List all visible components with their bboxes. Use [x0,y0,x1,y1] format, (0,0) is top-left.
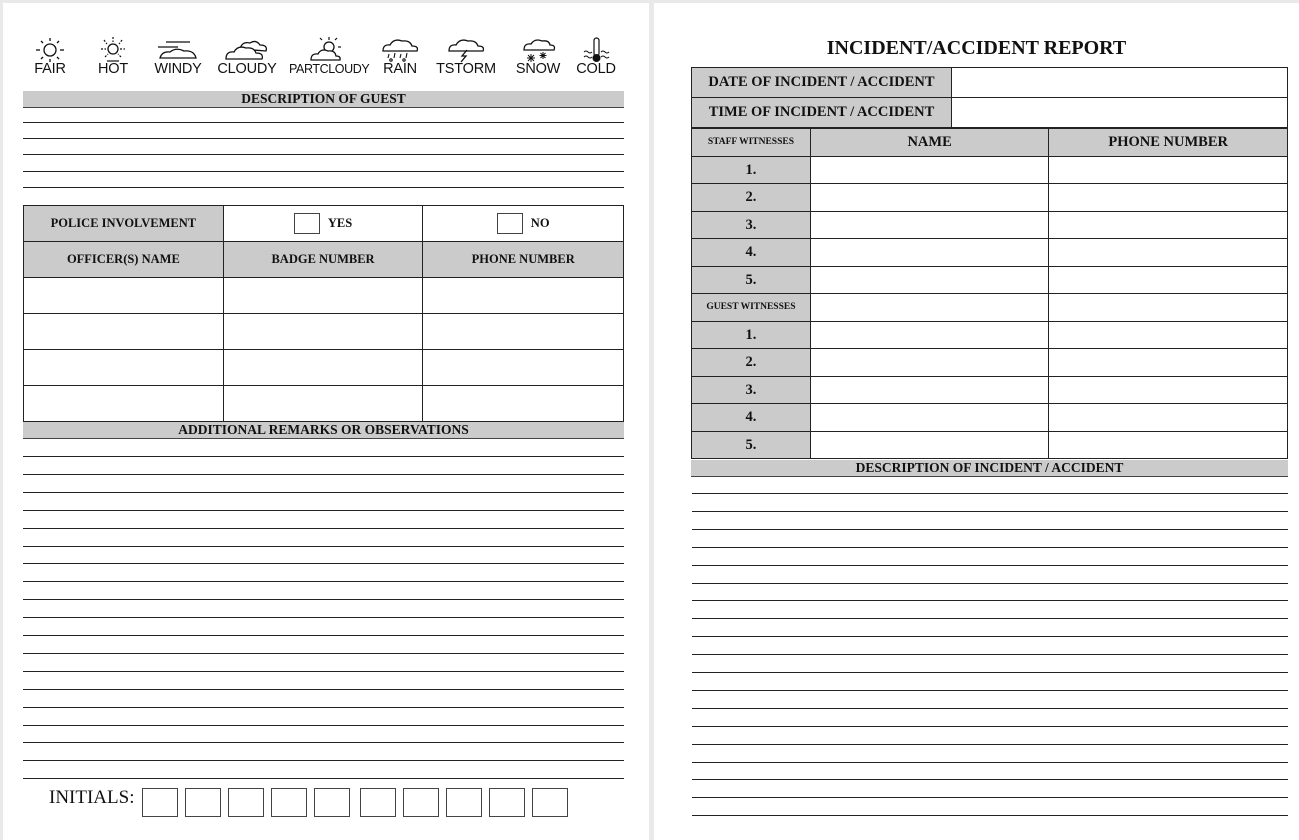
officer-row [24,278,624,314]
cloud-icon [222,37,272,63]
badge-number-cell[interactable] [223,314,423,350]
weather-label: SNOW [515,61,561,77]
wind-icon [154,37,202,63]
staff-witness-row [692,212,1288,239]
incident-description-line[interactable] [692,547,1288,548]
incident-description-line[interactable] [692,762,1288,763]
officer-name-cell[interactable] [24,314,224,350]
staff-witnesses-label: STAFF WITNESSES [692,129,811,157]
time-input-cell[interactable] [952,98,1288,128]
date-input-cell[interactable] [952,68,1288,98]
officer-name-header: OFFICER(S) NAME [24,242,224,278]
left-page [3,3,649,840]
weather-fair[interactable] [29,37,71,77]
remarks-line[interactable] [23,707,624,708]
guest-witness-row [692,322,1288,349]
weather-snow[interactable] [513,37,563,77]
remarks-line[interactable] [23,581,624,582]
date-time-table [691,67,1288,128]
witness-phone-cell[interactable] [1049,349,1288,377]
time-label: TIME OF INCIDENT / ACCIDENT [692,98,952,128]
initials-box[interactable] [271,788,307,817]
incident-description-line[interactable] [692,672,1288,673]
weather-label: FAIR [34,61,66,77]
remarks-line[interactable] [23,725,624,726]
remarks-line[interactable] [23,510,624,511]
officer-name-cell[interactable] [24,386,224,422]
witness-phone-cell[interactable] [1049,239,1288,267]
thermometer-icon [576,37,616,63]
witness-name-cell[interactable] [810,404,1049,432]
witness-name-cell[interactable] [810,184,1049,212]
remarks-line[interactable] [23,689,624,690]
officer-phone-cell[interactable] [423,350,624,386]
witness-phone-cell[interactable] [1049,184,1288,212]
guest-description-line[interactable] [23,138,624,139]
guest-witness-row [692,404,1288,432]
witness-name-cell[interactable] [810,267,1049,294]
incident-description-line[interactable] [692,797,1288,798]
weather-rain[interactable] [377,37,423,77]
incident-description-line[interactable] [692,529,1288,530]
guest-description-header: DESCRIPTION OF GUEST [23,91,624,108]
remarks-line[interactable] [23,617,624,618]
remarks-line[interactable] [23,778,624,779]
staff-witness-row [692,184,1288,212]
initials-label: INITIALS: [49,787,135,808]
witness-name-cell[interactable] [810,349,1049,377]
sun-icon [30,37,70,63]
remarks-line[interactable] [23,456,624,457]
police-yes-cell [223,206,423,242]
row-number: 2. [692,184,811,212]
witness-phone-cell[interactable] [1049,157,1288,184]
witness-phone-cell[interactable] [1049,322,1288,349]
weather-tstorm[interactable] [435,37,497,77]
police-yes-checkbox[interactable] [294,213,320,234]
weather-label: COLD [576,61,616,77]
incident-description-header: DESCRIPTION OF INCIDENT / ACCIDENT [691,460,1288,477]
remarks-header: ADDITIONAL REMARKS OR OBSERVATIONS [23,422,624,439]
witness-phone-cell[interactable] [1049,432,1288,459]
row-number: 2. [692,349,811,377]
badge-number-cell[interactable] [223,278,423,314]
witness-name-cell[interactable] [810,432,1049,459]
incident-description-line[interactable] [692,636,1288,637]
witness-name-cell[interactable] [810,322,1049,349]
remarks-line[interactable] [23,563,624,564]
officer-phone-cell[interactable] [423,278,624,314]
guest-witness-row [692,349,1288,377]
right-page [654,3,1299,840]
officer-phone-cell[interactable] [423,386,624,422]
rain-icon [377,37,423,63]
row-number: 3. [692,212,811,239]
guest-description-line[interactable] [23,154,624,155]
witness-phone-cell[interactable] [1049,377,1288,404]
weather-label: HOT [97,61,128,77]
police-no-cell [423,206,624,242]
witness-name-cell[interactable] [810,212,1049,239]
initials-box[interactable] [403,788,439,817]
row-number: 5. [692,267,811,294]
initials-box[interactable] [360,788,396,817]
weather-label: TSTORM [436,61,496,77]
remarks-line[interactable] [23,492,624,493]
row-number: 4. [692,239,811,267]
guest-description-line[interactable] [23,187,624,188]
witness-phone-header: PHONE NUMBER [1049,129,1288,157]
officer-row [24,386,624,422]
row-number: 3. [692,377,811,404]
staff-witness-row [692,239,1288,267]
initials-box[interactable] [228,788,264,817]
guest-description-line[interactable] [23,171,624,172]
officer-name-cell[interactable] [24,350,224,386]
police-no-label: NO [530,216,550,230]
guest-description-line[interactable] [23,122,624,123]
witness-phone-cell[interactable] [1049,267,1288,294]
incident-description-line[interactable] [692,583,1288,584]
badge-number-cell[interactable] [223,386,423,422]
witness-phone-cell[interactable] [1049,404,1288,432]
hot-sun-icon [93,37,133,63]
witness-phone-cell[interactable] [1049,294,1288,322]
police-no-checkbox[interactable] [497,213,523,234]
initials-box[interactable] [489,788,525,817]
witness-name-cell[interactable] [810,239,1049,267]
remarks-line[interactable] [23,546,624,547]
witness-phone-cell[interactable] [1049,212,1288,239]
incident-description-line[interactable] [692,654,1288,655]
report-title: INCIDENT/ACCIDENT REPORT [826,37,1127,59]
thunderstorm-icon [443,37,489,63]
witness-name-header: NAME [810,129,1049,157]
incident-description-line[interactable] [692,779,1288,780]
witness-table [691,128,1288,459]
police-involvement-label: POLICE INVOLVEMENT [24,206,224,242]
witness-name-cell[interactable] [810,377,1049,404]
partly-cloudy-icon [303,37,351,63]
remarks-line[interactable] [23,760,624,761]
row-number: 1. [692,322,811,349]
incident-description-line[interactable] [692,690,1288,691]
guest-witness-row [692,432,1288,459]
weather-hot[interactable] [91,37,135,77]
witness-name-cell[interactable] [810,157,1049,184]
officer-phone-cell[interactable] [423,314,624,350]
snow-icon [516,37,560,63]
row-number: 1. [692,157,811,184]
weather-label: WINDY [154,61,202,77]
incident-description-line[interactable] [692,600,1288,601]
weather-label: RAIN [383,61,417,77]
officer-phone-header: PHONE NUMBER [423,242,624,278]
officer-name-cell[interactable] [24,278,224,314]
witness-name-cell[interactable] [810,294,1049,322]
guest-witness-row [692,377,1288,404]
remarks-line[interactable] [23,528,624,529]
incident-description-line[interactable] [692,726,1288,727]
initials-box[interactable] [185,788,221,817]
officer-row [24,350,624,386]
guest-witnesses-label: GUEST WITNESSES [692,294,811,322]
remarks-line[interactable] [23,599,624,600]
staff-witness-row [692,157,1288,184]
row-number: 4. [692,404,811,432]
incident-description-line[interactable] [692,708,1288,709]
initials-box[interactable] [142,788,178,817]
weather-label: PARTCLOUDY [289,62,370,76]
officer-row [24,314,624,350]
weather-cold[interactable] [573,37,619,77]
weather-cloudy[interactable] [217,37,277,77]
weather-partcloudy[interactable] [289,37,370,77]
staff-witness-row [692,267,1288,294]
incident-description-line[interactable] [692,565,1288,566]
remarks-line[interactable] [23,635,624,636]
incident-description-line[interactable] [692,618,1288,619]
date-label: DATE OF INCIDENT / ACCIDENT [692,68,952,98]
initials-box[interactable] [314,788,350,817]
remarks-line[interactable] [23,671,624,672]
row-number: 5. [692,432,811,459]
incident-description-line[interactable] [692,511,1288,512]
incident-description-line[interactable] [692,493,1288,494]
badge-number-header: BADGE NUMBER [223,242,423,278]
weather-windy[interactable] [153,37,203,77]
weather-label: CLOUDY [217,61,277,77]
police-yes-label: YES [327,216,353,230]
badge-number-cell[interactable] [223,350,423,386]
remarks-line[interactable] [23,653,624,654]
incident-description-line[interactable] [692,815,1288,816]
remarks-line[interactable] [23,742,624,743]
police-involvement-table [23,205,624,422]
remarks-line[interactable] [23,474,624,475]
initials-box[interactable] [446,788,482,817]
incident-description-line[interactable] [692,744,1288,745]
initials-box[interactable] [532,788,568,817]
